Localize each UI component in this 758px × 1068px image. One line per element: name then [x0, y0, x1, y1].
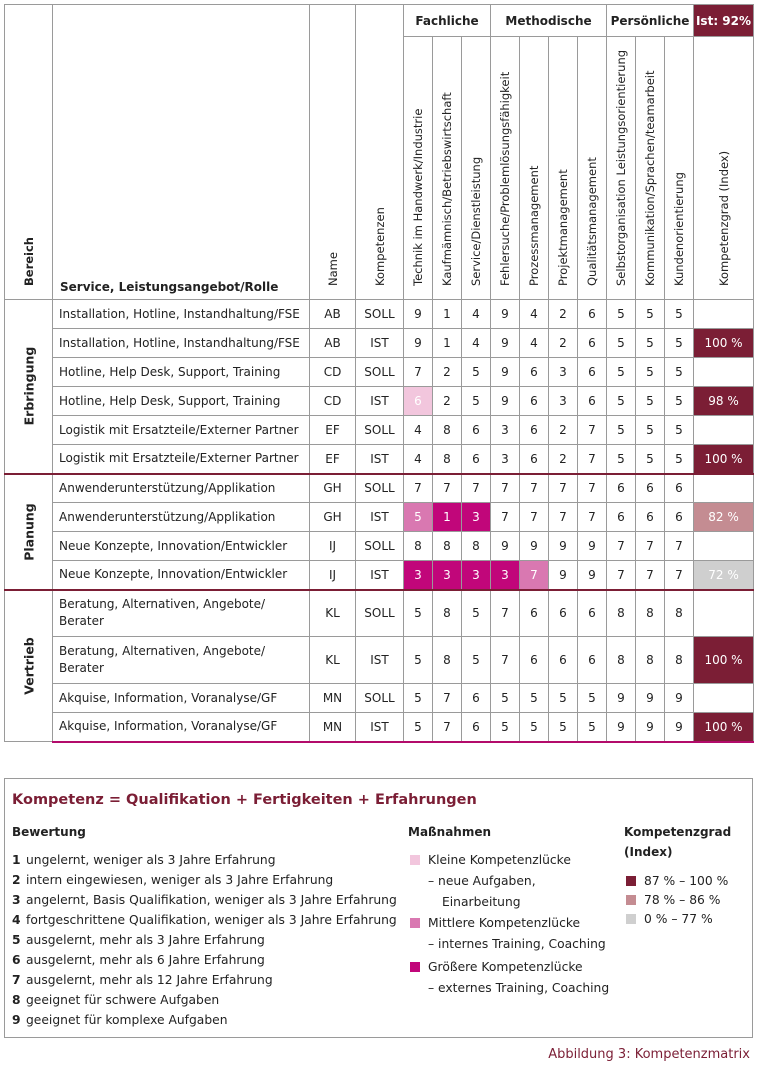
massnahme-item: Größere Kompetenzlücke – externes Training, Coaching	[410, 957, 609, 999]
bewertung-item: 6 ausgelernt, mehr als 6 Jahre Erfahrung	[12, 953, 265, 967]
table-row	[5, 358, 754, 387]
bewertung-item: 5 ausgelernt, mehr als 3 Jahre Erfahrung	[12, 933, 265, 947]
group-methodische: Methodische	[491, 5, 607, 37]
grad-item: 78 % – 86 %	[626, 890, 720, 910]
score-cell: 5	[462, 358, 491, 387]
group-fachliche: Fachliche	[404, 5, 491, 37]
column-header: Prozessmanagement	[520, 37, 549, 300]
kompetenz-type-cell: IST	[356, 503, 404, 532]
kompetenz-type-cell: SOLL	[356, 416, 404, 445]
score-cell: 2	[549, 329, 578, 358]
score-cell: 2	[549, 300, 578, 329]
score-cell: 6	[549, 590, 578, 637]
table-row	[5, 300, 754, 329]
header-bereich: Bereich	[5, 5, 53, 300]
score-cell: 3	[491, 561, 520, 590]
score-cell: 7	[549, 474, 578, 503]
score-cell: 5	[636, 445, 665, 474]
score-cell: 6	[636, 474, 665, 503]
score-cell: 1	[433, 503, 462, 532]
score-cell: 8	[665, 637, 694, 684]
score-cell: 6	[578, 358, 607, 387]
score-cell: 5	[404, 637, 433, 684]
index-cell	[694, 532, 754, 561]
kompetenz-type-cell: SOLL	[356, 358, 404, 387]
score-cell: 7	[433, 684, 462, 713]
name-cell: GH	[310, 474, 356, 503]
score-cell: 7	[636, 532, 665, 561]
score-cell: 5	[491, 713, 520, 742]
score-cell: 3	[491, 416, 520, 445]
kompetenz-type-cell: IST	[356, 561, 404, 590]
table-row	[5, 387, 754, 416]
header-index: Kompetenzgrad (Index)	[694, 37, 754, 300]
column-header: Qualitätsmanagement	[578, 37, 607, 300]
score-cell: 6	[578, 329, 607, 358]
role-cell: Neue Konzepte, Innovation/Entwickler	[53, 532, 310, 561]
score-cell: 6	[665, 503, 694, 532]
massnahme-swatch	[410, 855, 420, 865]
score-cell: 7	[520, 561, 549, 590]
legend-box	[4, 778, 753, 1038]
score-cell: 7	[520, 503, 549, 532]
score-cell: 3	[433, 561, 462, 590]
score-cell: 6	[578, 387, 607, 416]
score-cell: 8	[607, 637, 636, 684]
grad-swatch	[626, 876, 636, 886]
column-header: Service/Dienstleistung	[462, 37, 491, 300]
score-cell: 5	[520, 713, 549, 742]
table-row	[5, 474, 754, 503]
matrix-table	[4, 4, 754, 743]
score-cell: 7	[578, 474, 607, 503]
table-row	[5, 590, 754, 637]
score-cell: 9	[607, 684, 636, 713]
role-cell: Hotline, Help Desk, Support, Training	[53, 387, 310, 416]
kompetenz-type-cell: SOLL	[356, 474, 404, 503]
massnahme-item: Kleine Kompetenzlücke – neue Aufgaben, Einarbeitung	[410, 850, 571, 913]
score-cell: 6	[404, 387, 433, 416]
score-cell: 9	[549, 532, 578, 561]
score-cell: 9	[491, 387, 520, 416]
score-cell: 9	[636, 713, 665, 742]
area-label: Erbringung	[5, 300, 53, 474]
index-cell	[694, 474, 754, 503]
role-cell: Neue Konzepte, Innovation/Entwickler	[53, 561, 310, 590]
score-cell: 5	[607, 387, 636, 416]
score-cell: 6	[520, 387, 549, 416]
score-cell: 6	[520, 637, 549, 684]
score-cell: 8	[607, 590, 636, 637]
score-cell: 2	[549, 416, 578, 445]
index-cell	[694, 300, 754, 329]
score-cell: 5	[607, 416, 636, 445]
score-cell: 1	[433, 300, 462, 329]
index-cell: 98 %	[694, 387, 754, 416]
kompetenz-type-cell: IST	[356, 713, 404, 742]
score-cell: 3	[491, 445, 520, 474]
score-cell: 6	[520, 445, 549, 474]
grad-heading-1: Kompetenzgrad	[624, 825, 732, 839]
name-cell: MN	[310, 713, 356, 742]
score-cell: 9	[578, 561, 607, 590]
score-cell: 5	[491, 684, 520, 713]
group-persoenliche: Persönliche	[607, 5, 694, 37]
score-cell: 9	[636, 684, 665, 713]
score-cell: 9	[404, 300, 433, 329]
column-header: Kundenorientierung	[665, 37, 694, 300]
score-cell: 5	[636, 300, 665, 329]
score-cell: 4	[404, 445, 433, 474]
index-cell: 72 %	[694, 561, 754, 590]
bewertung-item: 1 ungelernt, weniger als 3 Jahre Erfahrung	[12, 853, 276, 867]
score-cell: 6	[578, 300, 607, 329]
role-cell: Beratung, Alternativen, Angebote/ Berater	[53, 637, 310, 684]
score-cell: 5	[665, 445, 694, 474]
score-cell: 7	[549, 503, 578, 532]
role-cell: Anwenderunterstützung/Applikation	[53, 503, 310, 532]
name-cell: MN	[310, 684, 356, 713]
header-role: Service, Leistungsangebot/Rolle	[53, 5, 310, 300]
index-cell: 100 %	[694, 713, 754, 742]
bewertung-item: 9 geeignet für komplexe Aufgaben	[12, 1013, 228, 1027]
score-cell: 6	[578, 637, 607, 684]
index-cell	[694, 684, 754, 713]
score-cell: 4	[462, 329, 491, 358]
table-row	[5, 561, 754, 590]
index-cell	[694, 358, 754, 387]
column-header: Kaufmämnisch/Betriebswirtschaft	[433, 37, 462, 300]
score-cell: 5	[549, 684, 578, 713]
name-cell: IJ	[310, 561, 356, 590]
score-cell: 5	[607, 300, 636, 329]
score-cell: 6	[520, 358, 549, 387]
role-cell: Logistik mit Ersatzteile/Externer Partner	[53, 416, 310, 445]
table-row	[5, 329, 754, 358]
score-cell: 5	[636, 358, 665, 387]
area-label: Planung	[5, 474, 53, 590]
massnahme-swatch	[410, 918, 420, 928]
name-cell: AB	[310, 329, 356, 358]
bewertung-item: 3 angelernt, Basis Qualifikation, weniger als 3 Jahre Erfahrung	[12, 893, 397, 907]
score-cell: 5	[665, 300, 694, 329]
score-cell: 4	[404, 416, 433, 445]
score-cell: 6	[607, 474, 636, 503]
score-cell: 5	[665, 329, 694, 358]
role-cell: Installation, Hotline, Instandhaltung/FSE	[53, 300, 310, 329]
score-cell: 8	[404, 532, 433, 561]
grad-swatch	[626, 895, 636, 905]
score-cell: 7	[520, 474, 549, 503]
name-cell: KL	[310, 590, 356, 637]
score-cell: 7	[578, 503, 607, 532]
score-cell: 7	[578, 445, 607, 474]
score-cell: 4	[520, 329, 549, 358]
score-cell: 9	[607, 713, 636, 742]
kompetenz-type-cell: IST	[356, 329, 404, 358]
score-cell: 1	[433, 329, 462, 358]
column-header: Kommunikation/Sprachen/teamarbeit	[636, 37, 665, 300]
legend-title: Kompetenz = Qualifikation + Fertigkeiten + Erfahrungen	[12, 792, 477, 808]
score-cell: 7	[578, 416, 607, 445]
score-cell: 8	[433, 637, 462, 684]
score-cell: 5	[549, 713, 578, 742]
score-cell: 7	[404, 358, 433, 387]
bewertung-item: 7 ausgelernt, mehr als 12 Jahre Erfahrung	[12, 973, 273, 987]
massnahme-item: Mittlere Kompetenzlücke – internes Training, Coaching	[410, 913, 606, 955]
role-cell: Anwenderunterstützung/Applikation	[53, 474, 310, 503]
score-cell: 5	[607, 329, 636, 358]
score-cell: 9	[578, 532, 607, 561]
score-cell: 5	[636, 387, 665, 416]
score-cell: 6	[462, 713, 491, 742]
grad-swatch	[626, 914, 636, 924]
score-cell: 3	[462, 561, 491, 590]
score-cell: 6	[462, 684, 491, 713]
score-cell: 6	[520, 416, 549, 445]
score-cell: 8	[665, 590, 694, 637]
role-cell: Installation, Hotline, Instandhaltung/FSE	[53, 329, 310, 358]
kompetenz-type-cell: SOLL	[356, 684, 404, 713]
grad-item: 87 % – 100 %	[626, 871, 728, 891]
score-cell: 9	[404, 329, 433, 358]
role-cell: Akquise, Information, Voranalyse/GF	[53, 684, 310, 713]
kompetenz-type-cell: SOLL	[356, 532, 404, 561]
score-cell: 5	[404, 590, 433, 637]
score-cell: 8	[462, 532, 491, 561]
column-header: Selbstorganisation Leistungsorientierung	[607, 37, 636, 300]
score-cell: 5	[607, 358, 636, 387]
table-row	[5, 684, 754, 713]
name-cell: CD	[310, 358, 356, 387]
competency-matrix	[4, 4, 754, 743]
area-label: Vertrieb	[5, 590, 53, 742]
score-cell: 5	[404, 503, 433, 532]
score-cell: 5	[636, 329, 665, 358]
header-kompetenzen: Kompetenzen	[356, 5, 404, 300]
index-cell: 100 %	[694, 329, 754, 358]
score-cell: 5	[607, 445, 636, 474]
kompetenz-type-cell: SOLL	[356, 300, 404, 329]
name-cell: KL	[310, 637, 356, 684]
figure-caption: Abbildung 3: Kompetenzmatrix	[548, 1047, 750, 1062]
grad-heading-2: (Index)	[624, 845, 673, 859]
score-cell: 7	[491, 637, 520, 684]
score-cell: 9	[549, 561, 578, 590]
score-cell: 6	[520, 590, 549, 637]
kompetenz-type-cell: IST	[356, 637, 404, 684]
score-cell: 7	[665, 561, 694, 590]
score-cell: 6	[665, 474, 694, 503]
score-cell: 6	[578, 590, 607, 637]
score-cell: 9	[491, 358, 520, 387]
score-cell: 5	[462, 387, 491, 416]
score-cell: 5	[462, 590, 491, 637]
score-cell: 3	[549, 358, 578, 387]
score-cell: 4	[462, 300, 491, 329]
index-cell: 100 %	[694, 445, 754, 474]
score-cell: 6	[607, 503, 636, 532]
bewertung-item: 4 fortgeschrittene Qualifikation, weniger als 3 Jahre Erfahrung	[12, 913, 397, 927]
name-cell: GH	[310, 503, 356, 532]
column-header: Fehlersuche/Problemlösungsfähigkeit	[491, 37, 520, 300]
score-cell: 3	[549, 387, 578, 416]
score-cell: 7	[462, 474, 491, 503]
name-cell: EF	[310, 445, 356, 474]
massnahme-swatch	[410, 962, 420, 972]
score-cell: 7	[665, 532, 694, 561]
score-cell: 2	[433, 387, 462, 416]
score-cell: 9	[491, 300, 520, 329]
score-cell: 5	[578, 713, 607, 742]
score-cell: 7	[636, 561, 665, 590]
score-cell: 7	[491, 474, 520, 503]
massnahmen-heading: Maßnahmen	[408, 825, 492, 839]
table-row	[5, 637, 754, 684]
score-cell: 5	[665, 358, 694, 387]
score-cell: 6	[636, 503, 665, 532]
score-cell: 9	[665, 713, 694, 742]
score-cell: 6	[462, 445, 491, 474]
header-name: Name	[310, 5, 356, 300]
score-cell: 5	[520, 684, 549, 713]
score-cell: 9	[665, 684, 694, 713]
grad-item: 0 % – 77 %	[626, 909, 713, 929]
table-row	[5, 503, 754, 532]
score-cell: 9	[491, 532, 520, 561]
table-row	[5, 532, 754, 561]
bewertung-item: 8 geeignet für schwere Aufgaben	[12, 993, 220, 1007]
bewertung-heading: Bewertung	[12, 825, 86, 839]
score-cell: 2	[549, 445, 578, 474]
score-cell: 5	[404, 684, 433, 713]
kompetenz-type-cell: IST	[356, 445, 404, 474]
score-cell: 8	[636, 637, 665, 684]
role-cell: Hotline, Help Desk, Support, Training	[53, 358, 310, 387]
index-cell: 100 %	[694, 637, 754, 684]
table-row	[5, 713, 754, 742]
score-cell: 2	[433, 358, 462, 387]
ist-total-badge: Ist: 92%	[694, 5, 754, 37]
bewertung-item: 2 intern eingewiesen, weniger als 3 Jahre Erfahrung	[12, 873, 334, 887]
score-cell: 5	[665, 387, 694, 416]
score-cell: 8	[433, 590, 462, 637]
index-cell	[694, 590, 754, 637]
index-cell	[694, 416, 754, 445]
score-cell: 5	[665, 416, 694, 445]
score-cell: 7	[491, 503, 520, 532]
score-cell: 3	[404, 561, 433, 590]
score-cell: 7	[491, 590, 520, 637]
name-cell: EF	[310, 416, 356, 445]
table-row	[5, 416, 754, 445]
name-cell: CD	[310, 387, 356, 416]
name-cell: AB	[310, 300, 356, 329]
score-cell: 5	[462, 637, 491, 684]
score-cell: 5	[636, 416, 665, 445]
column-header: Technik im Handwerk/Industrie	[404, 37, 433, 300]
kompetenz-type-cell: SOLL	[356, 590, 404, 637]
score-cell: 8	[636, 590, 665, 637]
score-cell: 7	[404, 474, 433, 503]
score-cell: 4	[520, 300, 549, 329]
index-cell: 82 %	[694, 503, 754, 532]
kompetenz-type-cell: IST	[356, 387, 404, 416]
score-cell: 6	[462, 416, 491, 445]
score-cell: 8	[433, 416, 462, 445]
role-cell: Logistik mit Ersatzteile/Externer Partner	[53, 445, 310, 474]
table-row	[5, 445, 754, 474]
score-cell: 5	[578, 684, 607, 713]
score-cell: 7	[607, 532, 636, 561]
role-cell: Beratung, Alternativen, Angebote/ Berater	[53, 590, 310, 637]
name-cell: IJ	[310, 532, 356, 561]
score-cell: 7	[607, 561, 636, 590]
score-cell: 9	[491, 329, 520, 358]
column-header: Projektmanagement	[549, 37, 578, 300]
score-cell: 8	[433, 445, 462, 474]
role-cell: Akquise, Information, Voranalyse/GF	[53, 713, 310, 742]
score-cell: 5	[404, 713, 433, 742]
score-cell: 7	[433, 713, 462, 742]
score-cell: 6	[549, 637, 578, 684]
score-cell: 7	[433, 474, 462, 503]
score-cell: 9	[520, 532, 549, 561]
score-cell: 8	[433, 532, 462, 561]
score-cell: 3	[462, 503, 491, 532]
